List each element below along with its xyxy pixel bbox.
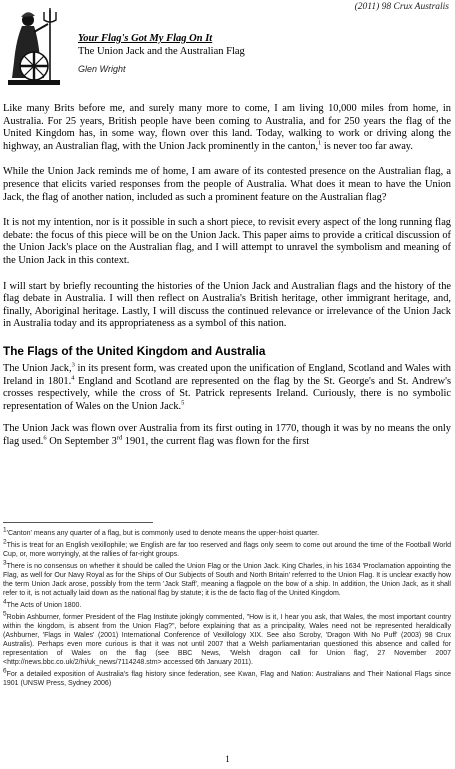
footnote-ref[interactable]: 5 xyxy=(181,399,185,407)
title-block xyxy=(78,32,448,74)
body-text xyxy=(3,103,451,458)
footnotes xyxy=(3,526,451,691)
footnote-ref[interactable]: 1 xyxy=(318,139,322,147)
paragraph: It is not my intention, nor is it possible in such a short piece, to revisit every aspect of the long running flag debate: the focus of this piece will be on the Union Jack. This paper aims to provide a critical discussion of the Union Jack's place on the Australian flag, and I will attempt to unravel the symbolism and meaning of the Union Jack in this context. xyxy=(3,217,451,266)
footnote: $^1$'Canton' means any quarter of a flag, but is commonly used to denote means the upper-hoist quarter. xyxy=(3,526,320,537)
footnote: $^2$This is treat for an English vexillophile; we English are far too reserved and flags only seem to come out around the time of the Football World Cup, or, more worryingly, at the rallies of far-right groups. xyxy=(3,538,451,558)
running-head: (2011) 98 Crux Australis xyxy=(354,2,449,12)
paragraph: While the Union Jack reminds me of home, I am aware of its contested presence on the Australian flag, a presence that elicits varied responses from the people of Australia. What does it mean to have the Union Jack, the flag of another nation, included as such a prominent feature on the Australian flag? xyxy=(3,166,451,203)
paper-title: Your Flag's Got My Flag On It xyxy=(78,33,213,44)
author-name: Glen Wright xyxy=(78,64,126,74)
paragraph: The Union Jack was flown over Australia from its first outing in 1770, though it was by no means the only flag used.$^6$ On September 3rd 1901, the current flag was flown for the first xyxy=(3,423,451,447)
footnote: $^5$Robin Ashburner, former President of the Flag Institute jokingly commented, "How is it, I hear you ask, that Wales, the most important country within the kingdom, is absent from the Union Flag?", before explaining that as a principality, Wales need not be represented heraldically (Ashburner, 'Flags in Wales' (2001) International Conference of Vexillology XIX. See also Scroby, 'Dragon With No Puff' (2003) 98 Crux Australis). Perhaps even more curious is that it was not until 2007 that a Welsh parliamentarian questioned this absence and called for representation of Wales on the flag (see BBC News, 'Welsh dragon call for Union flag', 27 November 2007 <http://news.bbc.co.uk/2/hi/uk_news/7114248.stm> accessed 6th January 2011). xyxy=(3,610,451,666)
footnote-ref[interactable]: 6 xyxy=(43,434,47,442)
paragraph: I will start by briefly recounting the histories of the Union Jack and Australian flags and the history of the flag debate in Australia. I will then reflect on Australia's British heritage, other immigrant heritage, and, finally, Aboriginal heritage. Lastly, I will discuss the continued relevance or irrelevance of the Union Jack in Australia today and its appropriateness as a symbol of this nation. xyxy=(3,280,451,330)
paragraph: Like many Brits before me, and surely many more to come, I am living 10,000 miles from home, in Australia. For 25 years, British people have been coming to Australia, and for 250 years the flag of the United Kingdom has, in some way, flown over this land. Today, walking to work or driving along the highway, an Australian flag, with the Union Jack prominently in the canton,$^1$ is never too far away. xyxy=(3,103,451,152)
britannia-emblem-icon xyxy=(4,6,66,88)
footnote: $^4$The Acts of Union 1800. xyxy=(3,598,82,609)
footnote-divider xyxy=(3,522,153,523)
footnote: $^6$For a detailed exposition of Australia's flag history since federation, see Kwan, Flag and Nation: Australians and Their National Flags since 1901 (UNSW Press, Sydney 2006) xyxy=(3,667,451,687)
footnote: $^3$There is no consensus on whether it should be called the Union Flag or the Union Jack. King Charles, in his 1634 'Proclamation appointing the Flag, as well for Our Navy Royal as for the Ships of Our Subjects of South and North Britain' referred to the Union Flag. It is unclear exactly how the term Union Jack arose, possibly from the term 'Jack Staff', meaning a flagpole on the bow of a ship. In addition, the Union Jack, as it shall refer to it, is not actually laid down as the national flag by statute; it is the de facto flag of the United Kingdom. xyxy=(3,559,451,597)
footnote-ref[interactable]: 4 xyxy=(71,374,75,382)
section-heading: The Flags of the United Kingdom and Australia xyxy=(3,343,266,358)
footnote-ref[interactable]: 3 xyxy=(71,361,75,369)
paragraph: The Union Jack,$^3$ in its present form, was created upon the unification of England, Scotland and Wales with Ireland in 1801.$^4$ England and Scotland are represented on the flag by the St. George's and St. Andrew's crosses respectively, while the cross of St. Patrick represents Ireland. Curiously, there is no symbolic representation of Wales on the Union Jack.$^5$ xyxy=(3,361,451,412)
page-number: 1 xyxy=(225,754,230,764)
paper-subtitle: The Union Jack and the Australian Flag xyxy=(78,46,245,57)
ordinal-suffix: rd xyxy=(116,434,123,442)
